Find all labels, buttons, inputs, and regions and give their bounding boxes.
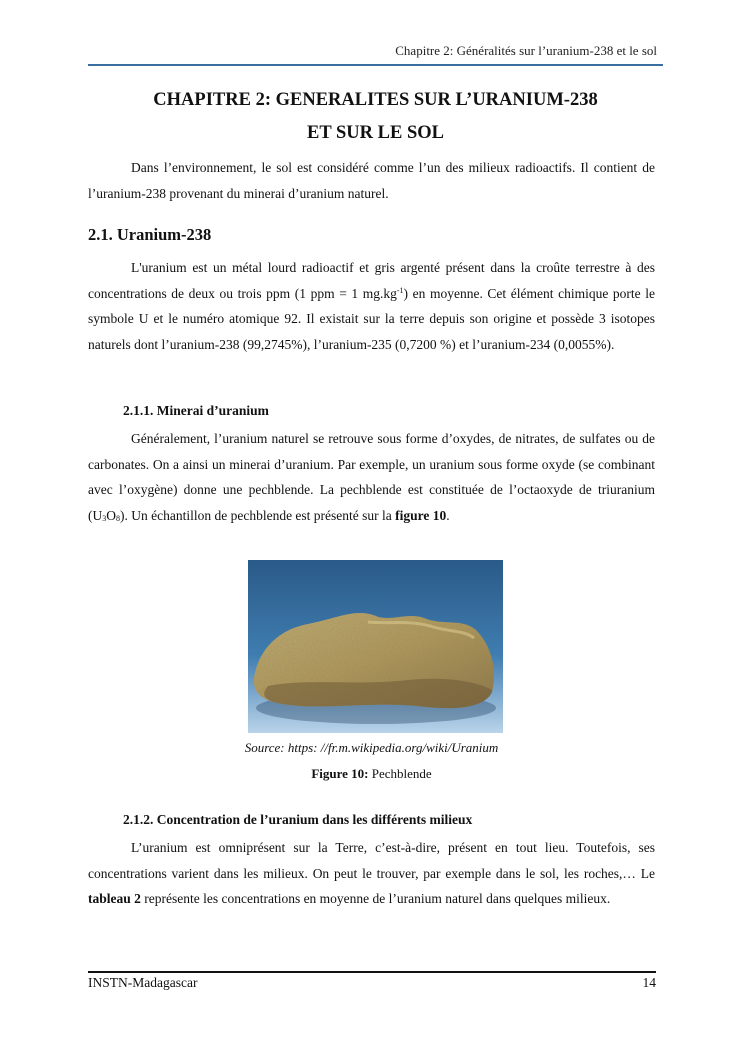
formula-o: O [106,507,116,523]
figure-caption [88,766,655,782]
uranium-text-b: ) en moyenne. Cet élément chimique porte le symbole U et le numéro atomique 92. Il existait sur la terre depuis son origine et possède 3 isotopes naturels dont l’uranium-238 (99,2745%), l’uranium-235 (0,7200 %) et l’uranium-234 (0,0055%). [88,285,655,352]
intro-paragraph [88,155,655,206]
subsection-heading-2-1-2: 2.1.2. Concentration de l’uranium dans les différents milieux [123,812,473,827]
intro-text: Dans l’environnement, le sol est considéré comme l’un des milieux radioactifs. Il contient de l’uranium-238 provenant du minerai d’uranium naturel. [88,160,655,201]
figure-source: Source: https: //fr.m.wikipedia.org/wiki/Uranium [244,740,499,755]
header-rule [88,64,663,66]
chapter-title-line1: CHAPITRE 2: GENERALITES SUR L’URANIUM-238 [153,90,598,110]
section-heading-2-1: 2.1. Uranium-238 [88,225,212,244]
concentration-paragraph [88,835,655,912]
uranium-text-a: L'uranium est un métal lourd radioactif et gris argenté présent dans la croûte terrestre à des concentrations de deux ou trois ppm (1 ppm = 1 mg.kg [88,260,655,301]
figure-label: Figure 10: [311,766,369,781]
formula-sub-8: 8 [116,513,120,523]
minerai-text-a: Généralement, l’uranium naturel se retrouve sous forme d’oxydes, de nitrates, de sulfates ou de carbonates. On a ainsi un minerai d’uranium. Par exemple, un uranium sous forme oxyde (se combinant avec l’oxygène) donne une pechblende. La pechblende est constituée de l’octaoxyde de triuranium (U [88,431,655,523]
running-header: Chapitre 2: Généralités sur l’uranium-238 et le sol [395,43,657,58]
figure-caption-text: Pechblende [368,766,432,781]
table-reference: tableau 2 [88,891,141,907]
minerai-text-c: . [446,507,450,523]
uranium-paragraph [88,255,655,357]
subsection-heading-2-1-1: 2.1.1. Minerai d’uranium [123,403,269,418]
concentration-text-b: représente les concentrations en moyenne de l’uranium naturel dans quelques milieux. [140,891,611,907]
minerai-text-b: ). Un échantillon de pechblende est présenté sur la [120,507,396,523]
concentration-text-a: L’uranium est omniprésent sur la Terre, c’est-à-dire, présent en tout lieu. Toutefois, ses concentrations varient dans les milieux. On peut le trouver, par exemple dans le sol, les roches,… Le [88,840,655,881]
chapter-title-line2: ET SUR LE SOL [307,123,444,143]
footer-rule [88,971,656,973]
formula-sub-3: 3 [102,513,107,523]
pechblende-photo [248,560,503,733]
figure-reference: figure 10 [395,507,447,523]
unit-exponent: -1 [396,285,404,295]
page-number: 14 [642,975,656,990]
footer-institution: INSTN-Madagascar [88,975,198,990]
minerai-paragraph [88,426,655,528]
